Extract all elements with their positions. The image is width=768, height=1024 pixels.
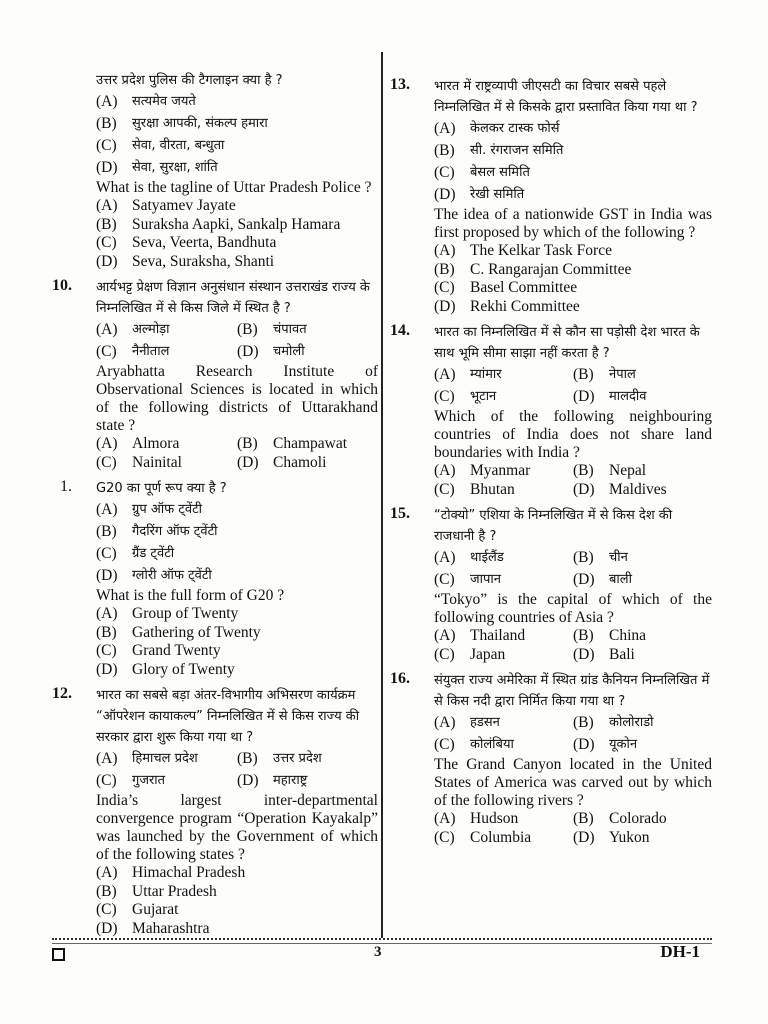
- option-a-hindi: (A) हडसन: [434, 714, 500, 731]
- option-b-hindi: (B) गैदरिंग ऑफ ट्वेंटी: [96, 523, 218, 540]
- option-c-english: (C) Gujarat: [96, 901, 179, 918]
- question-text-english: The Grand Canyon located in the United States of America was carved out by which of the following rivers ?: [434, 756, 712, 809]
- question-text-hindi: संयुक्त राज्य अमेरिका में स्थित ग्रांड कैनियन निम्नलिखित में से किस नदी द्वारा निर्मित किया गया था ?: [434, 673, 710, 709]
- option-c-hindi: (C) जापान: [434, 571, 501, 588]
- option-b-hindi: (B) कोलोराडो: [573, 714, 654, 731]
- question-13: [390, 76, 712, 316]
- question-text-hindi: आर्यभट्ट प्रेक्षण विज्ञान अनुसंधान संस्थान उत्तराखंड राज्य के निम्नलिखित में से किस जिले में स्थित है ?: [96, 280, 370, 316]
- option-c-english: (C) Bhutan: [434, 480, 515, 498]
- option-d-english: (D) Bali: [573, 645, 635, 663]
- question-15: [390, 505, 712, 664]
- option-a-english: (A) Myanmar: [434, 462, 531, 479]
- option-a-hindi: (A) हिमाचल प्रदेश: [96, 750, 198, 767]
- question-text-english: India’s largest inter-departmental convergence program “Operation Kayakalp” was launched by the Government of which of the following states ?: [96, 792, 378, 863]
- question-number: 12.: [52, 685, 72, 702]
- option-a-english: (A) Group of Twenty: [96, 605, 239, 622]
- option-b-english: (B) China: [573, 627, 647, 644]
- option-c-english: (C) Seva, Veerta, Bandhuta: [96, 234, 277, 251]
- question-text-english: What is the tagline of Uttar Pradesh Police ?: [96, 179, 372, 196]
- option-a-hindi: (A) ग्रुप ऑफ ट्वेंटी: [96, 501, 203, 518]
- option-d-hindi: (D) सेवा, सुरक्षा, शांति: [96, 159, 218, 176]
- option-c-hindi: (C) नैनीताल: [96, 343, 170, 360]
- option-a-hindi: (A) अल्मोड़ा: [96, 321, 170, 338]
- option-b-english: (B) Nepal: [573, 462, 647, 479]
- question-number: 1.: [60, 478, 72, 495]
- option-d-english: (D) Seva, Suraksha, Shanti: [96, 252, 275, 270]
- question-number: 10.: [52, 277, 72, 294]
- option-d-hindi: (D) चमोली: [237, 343, 305, 360]
- option-d-hindi: (D) रेखी समिति: [434, 186, 525, 203]
- option-d-hindi: (D) ग्लोरी ऑफ ट्वेंटी: [96, 567, 212, 584]
- question-number: 13.: [390, 76, 410, 93]
- question-number: 15.: [390, 505, 410, 522]
- option-d-english: (D) Chamoli: [237, 453, 327, 471]
- option-d-english: (D) Yukon: [573, 828, 650, 846]
- question-11: [52, 478, 378, 679]
- question-14: [390, 322, 712, 499]
- option-b-english: (B) Colorado: [573, 810, 667, 827]
- right-column: [390, 76, 712, 853]
- question-text-english: The idea of a nationwide GST in India was first proposed by which of the following ?: [434, 206, 712, 241]
- question-text-hindi: भारत का निम्नलिखित में से कौन सा पड़ोसी देश भारत के साथ भूमि सीमा साझा नहीं करता है ?: [434, 325, 700, 361]
- option-c-english: (C) Nainital: [96, 453, 182, 471]
- question-number: 16.: [390, 670, 410, 687]
- option-a-english: (A) Almora: [96, 435, 180, 452]
- question-text-english: “Tokyo” is the capital of which of the following countries of Asia ?: [434, 591, 712, 626]
- option-d-hindi: (D) महाराष्ट्र: [237, 772, 308, 789]
- column-divider: [381, 52, 383, 938]
- option-a-hindi: (A) थाईलैंड: [434, 549, 504, 566]
- option-d-english: (D) Maldives: [573, 480, 667, 498]
- option-d-english: (D) Maharashtra: [96, 919, 210, 937]
- footer-rule: [52, 938, 712, 944]
- option-a-english: (A) Himachal Pradesh: [96, 864, 246, 881]
- option-c-hindi: (C) गुजरात: [96, 772, 166, 789]
- left-column: [52, 70, 378, 944]
- option-a-hindi: (A) सत्यमेव जयते: [96, 93, 196, 110]
- question-16: [390, 670, 712, 847]
- option-b-hindi: (B) उत्तर प्रदेश: [237, 750, 322, 767]
- option-c-hindi: (C) भूटान: [434, 388, 497, 405]
- option-a-english: (A) The Kelkar Task Force: [434, 242, 612, 259]
- option-a-english: (A) Hudson: [434, 810, 519, 827]
- question-text-english: Which of the following neighbouring countries of India does not share land boundaries with India ?: [434, 408, 712, 461]
- option-a-english: (A) Satyamev Jayate: [96, 197, 236, 214]
- option-b-hindi: (B) चीन: [573, 549, 628, 566]
- option-c-hindi: (C) ग्रैंड ट्वेंटी: [96, 545, 175, 562]
- option-b-hindi: (B) सी. रंगराजन समिति: [434, 142, 564, 159]
- option-a-hindi: (A) म्यांमार: [434, 366, 502, 383]
- option-b-hindi: (B) नेपाल: [573, 366, 636, 383]
- question-text-hindi: G20 का पूर्ण रूप क्या है ?: [96, 481, 227, 496]
- question-text-hindi: भारत में राष्ट्रव्यापी जीएसटी का विचार सबसे पहले निम्नलिखित में से किसके द्वारा प्रस्तावित किया गया था ?: [434, 79, 698, 115]
- footer-square-mark: [52, 948, 65, 961]
- option-d-english: (D) Glory of Twenty: [96, 660, 235, 678]
- option-c-hindi: (C) कोलंबिया: [434, 736, 514, 753]
- question-12: [52, 685, 378, 938]
- option-c-hindi: (C) बेसल समिति: [434, 164, 530, 181]
- option-d-hindi: (D) बाली: [573, 571, 632, 588]
- option-d-english: (D) Rekhi Committee: [434, 297, 580, 315]
- option-b-english: (B) C. Rangarajan Committee: [434, 260, 632, 278]
- question-text-hindi: उत्तर प्रदेश पुलिस की टैगलाइन क्या है ?: [96, 73, 283, 88]
- option-a-english: (A) Thailand: [434, 627, 526, 644]
- option-d-hindi: (D) मालदीव: [573, 388, 647, 405]
- question-text-english: Aryabhatta Research Institute of Observational Sciences is located in which of the following districts of Uttarakhand state ?: [96, 363, 378, 434]
- booklet-code: DH-1: [660, 942, 700, 961]
- question-9: [52, 70, 378, 271]
- option-b-english: (B) Uttar Pradesh: [96, 882, 217, 900]
- option-b-english: (B) Champawat: [237, 435, 348, 452]
- option-b-english: (B) Suraksha Aapki, Sankalp Hamara: [96, 215, 341, 233]
- option-a-hindi: (A) केलकर टास्क फोर्स: [434, 120, 560, 137]
- option-b-hindi: (B) चंपावत: [237, 321, 307, 338]
- option-c-english: (C) Grand Twenty: [96, 642, 221, 659]
- question-text-hindi: भारत का सबसे बड़ा अंतर-विभागीय अभिसरण कार्यक्रम “ऑपरेशन कायाकल्प” निम्नलिखित में से किस राज्य की सरकार द्वारा शुरू किया गया था ?: [96, 688, 360, 745]
- page-number: 3: [374, 944, 382, 960]
- option-d-hindi: (D) यूकोन: [573, 736, 638, 753]
- option-c-english: (C) Columbia: [434, 828, 532, 846]
- question-number: 14.: [390, 322, 410, 339]
- question-text-hindi: “टोक्यो” एशिया के निम्नलिखित में से किस देश की राजधानी है ?: [434, 508, 673, 544]
- option-b-english: (B) Gathering of Twenty: [96, 623, 261, 641]
- option-c-hindi: (C) सेवा, वीरता, बन्धुता: [96, 137, 225, 154]
- question-10: [52, 277, 378, 472]
- option-b-hindi: (B) सुरक्षा आपकी, संकल्प हमारा: [96, 115, 268, 132]
- question-text-english: What is the full form of G20 ?: [96, 587, 285, 604]
- option-c-english: (C) Japan: [434, 645, 506, 663]
- option-c-english: (C) Basel Committee: [434, 279, 578, 296]
